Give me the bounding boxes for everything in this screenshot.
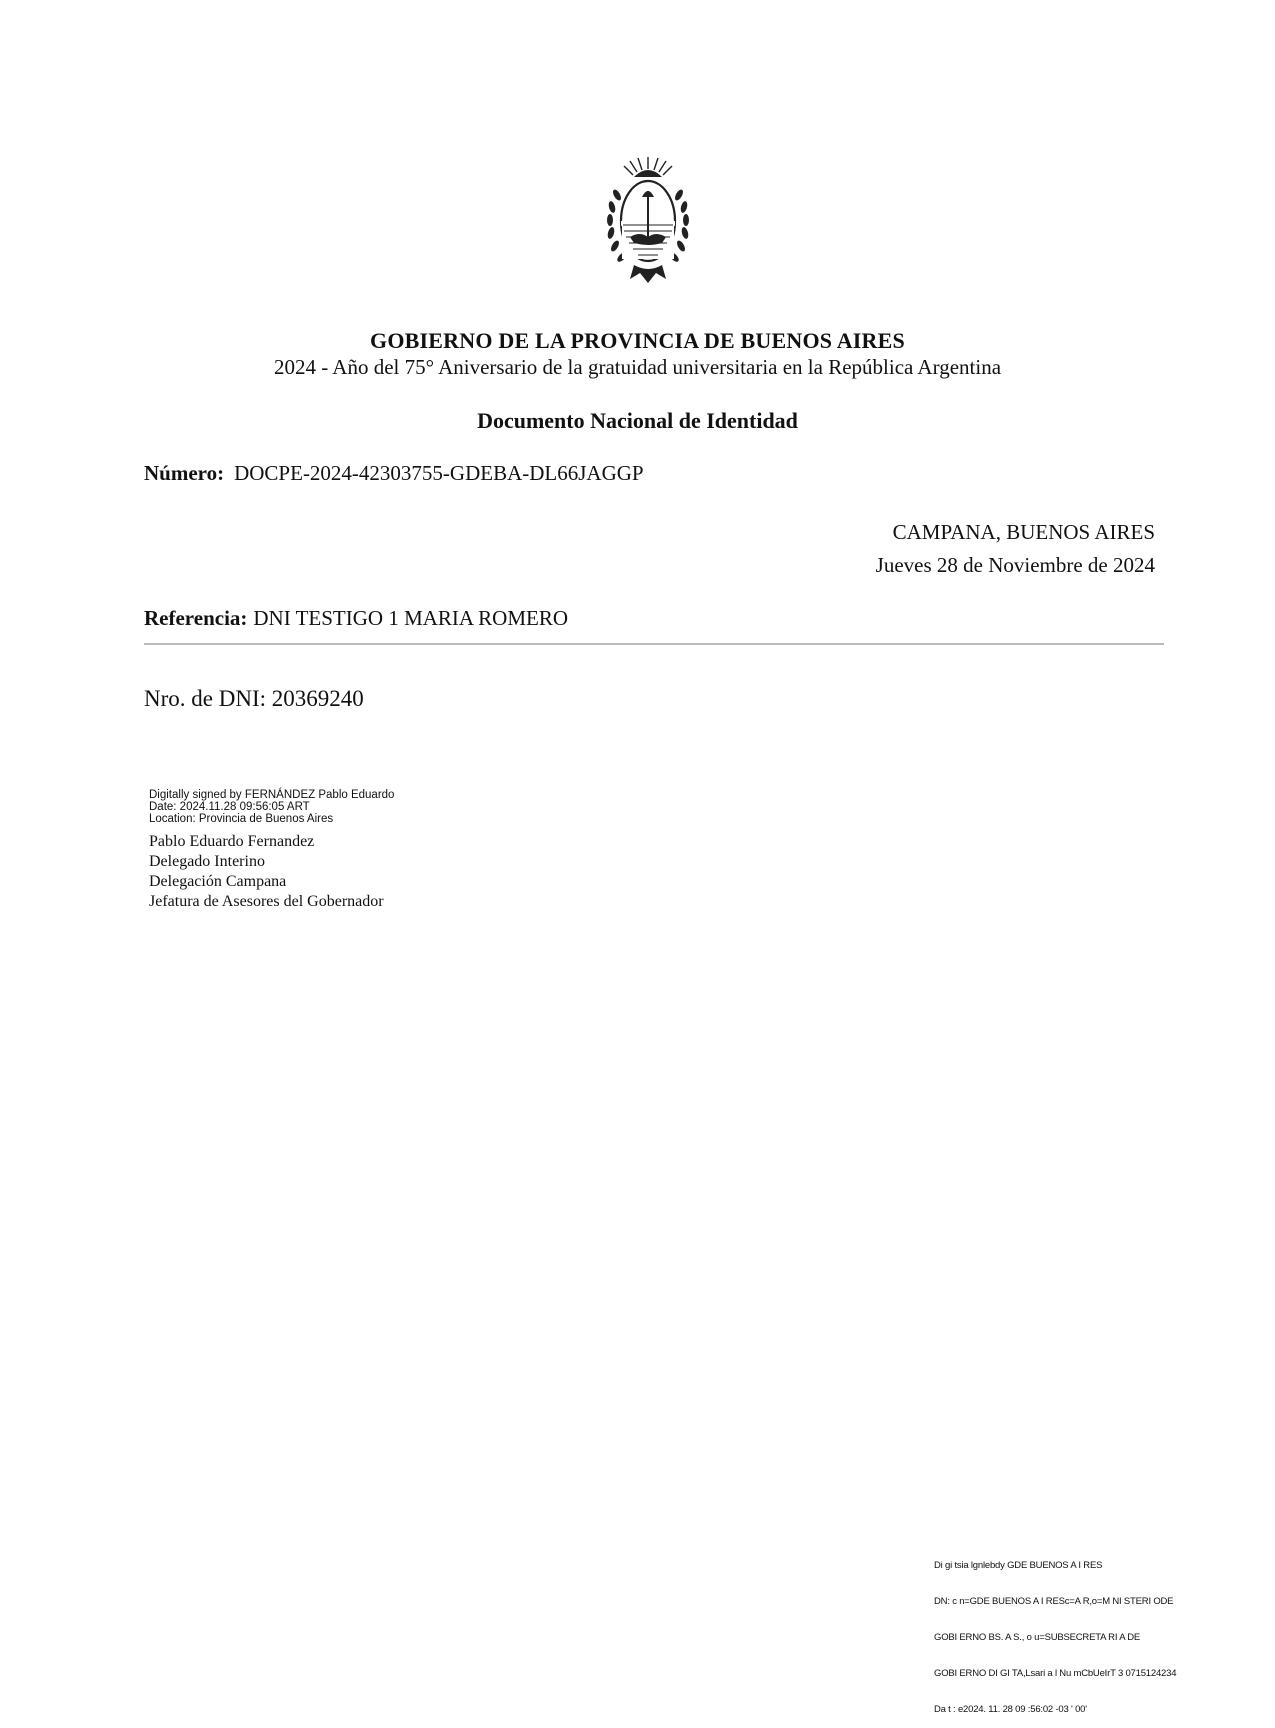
system-stamp-line: GOBI ERNO BS. A S., o u=SUBSECRETA RI A DE [934, 1632, 1141, 1643]
system-stamp-line: Di gi tsia lgnlebdy GDE BUENOS A I RES [934, 1560, 1103, 1571]
government-title: GOBIERNO DE LA PROVINCIA DE BUENOS AIRES [370, 328, 905, 353]
year-motto: 2024 - Año del 75° Aniversario de la gratuidad universitaria en la República Argentina [273, 355, 1002, 379]
signer-department: Jefatura de Asesores del Gobernador [149, 893, 384, 910]
document-date: Jueves 28 de Noviembre de 2024 [875, 553, 1155, 577]
signature-stamp-line: Digitally signed by FERNÁNDEZ Pablo Eduardo [149, 789, 395, 801]
dni-number-text: Nro. de DNI: 20369240 [144, 686, 364, 711]
signer-role: Delegado Interino [149, 853, 265, 870]
system-stamp-line: Da t : e2024. 11. 28 09 :56:02 -03 ' 00' [934, 1704, 1087, 1715]
signature-stamp-line: Date: 2024.11.28 09:56:05 ART [149, 801, 310, 813]
document-type-title: Documento Nacional de Identidad [477, 408, 798, 433]
signer-name: Pablo Eduardo Fernandez [149, 833, 315, 850]
reference-label: Referencia: [144, 606, 248, 630]
reference-row [144, 606, 568, 631]
document-number-value: DOCPE-2024-42303755-GDEBA-DL66JAGGP [234, 461, 644, 485]
system-stamp-line: GOBI ERNO DI GI TA,Lsari a l Nu mCbUeIrT 3 0715124234 [934, 1668, 1177, 1679]
argentine-coat-of-arms-icon [604, 155, 692, 287]
digital-signature-stamp [149, 789, 394, 825]
system-signature-stamp [934, 1536, 1176, 1728]
signature-stamp-line: Location: Provincia de Buenos Aires [149, 813, 334, 825]
reference-divider [144, 643, 1164, 645]
signer-block [149, 832, 384, 912]
document-number-label: Número: [144, 461, 225, 485]
signer-office: Delegación Campana [149, 873, 287, 890]
system-stamp-line: DN: c n=GDE BUENOS A I RESc=A R,o=M NI STERI ODE [934, 1596, 1174, 1607]
document-place: CAMPANA, BUENOS AIRES [892, 520, 1155, 544]
reference-value: DNI TESTIGO 1 MARIA ROMERO [253, 606, 569, 630]
document-number-row [144, 461, 644, 486]
